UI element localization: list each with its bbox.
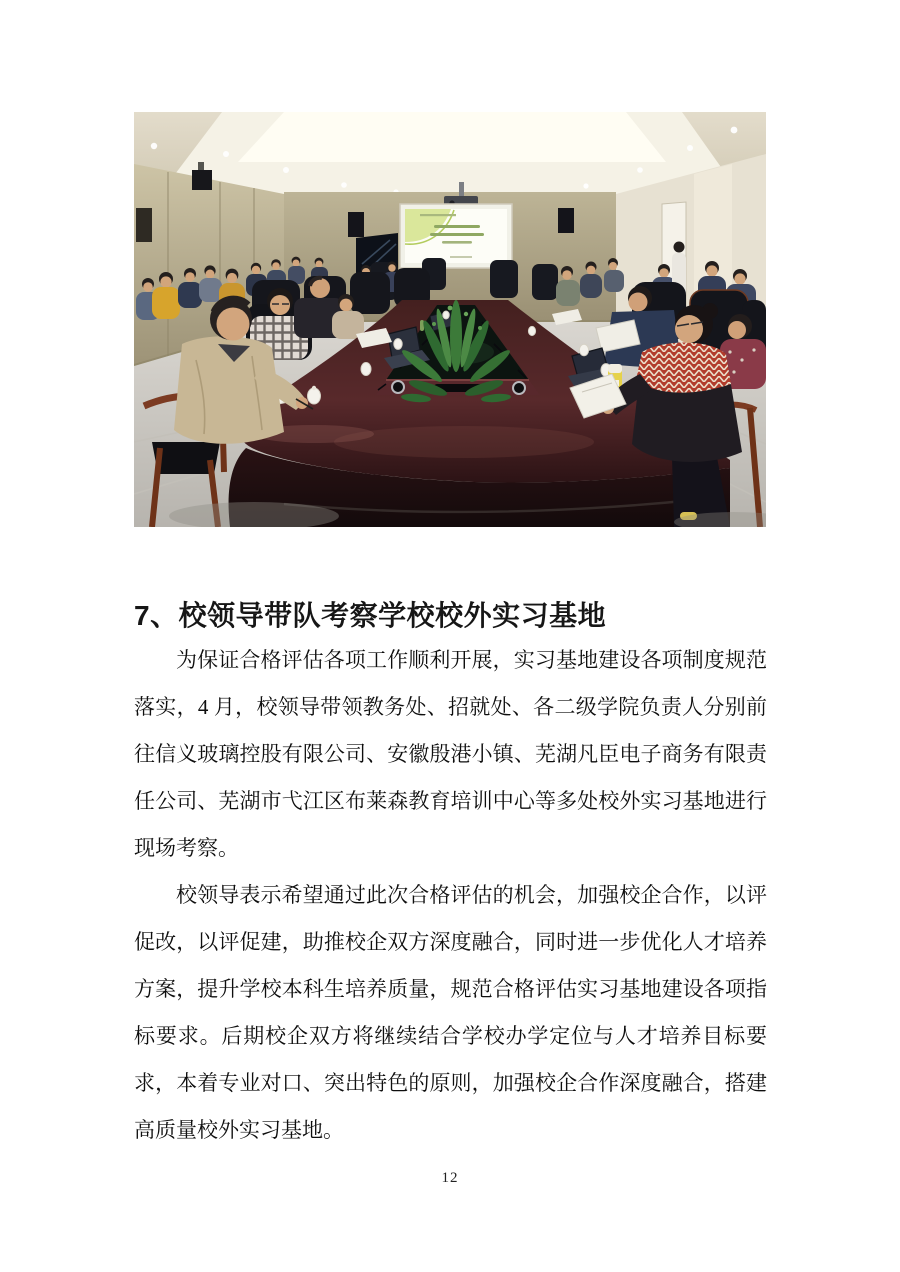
speaker-left xyxy=(348,212,364,237)
meeting-photo xyxy=(134,112,766,527)
section-heading: 7、校领导带队考察学校校外实习基地 xyxy=(134,600,607,631)
page-number: 12 xyxy=(441,1170,459,1186)
projection-screen xyxy=(400,204,512,268)
paragraph-1: 为保证合格评估各项工作顺利开展，实习基地建设各项制度规范落实，4 月，校领导带领教务处、招就处、各二级学院负责人分别前往信义玻璃控股有限公司、安徽殷港小镇、芜湖凡臣电子商务有限责任公司、芜湖市弋江区布莱森教育培训中心等多处校外实习基地进行现场考察。 xyxy=(134,648,767,860)
paragraph-2: 校领导表示希望通过此次合格评估的机会，加强校企合作，以评促改，以评促建，助推校企双方深度融合，同时进一步优化人才培养方案，提升学校本科生培养质量，规范合格评估实习基地建设各项指标要求。后期校企双方将继续结合学校办学定位与人才培养目标要求，本着专业对口、突出特色的原则，加强校企合作深度融合，搭建高质量校外实习基地。 xyxy=(134,883,767,1142)
wall-art xyxy=(136,208,152,242)
wall-camera xyxy=(192,170,212,190)
meeting-room-scene xyxy=(134,112,766,527)
speaker-right xyxy=(558,208,574,233)
article-body xyxy=(134,637,767,1154)
